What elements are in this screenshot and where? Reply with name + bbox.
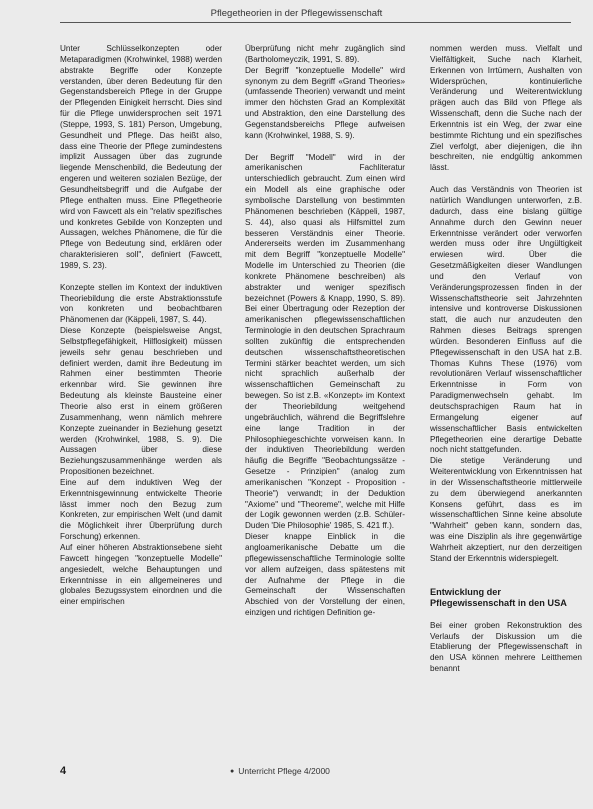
page-number: 4 — [60, 765, 67, 777]
text-column-3 — [430, 44, 582, 762]
section-heading-line: Pflegewissenschaft in den USA — [430, 598, 567, 609]
paragraph: Konzepte stellen im Kontext der induktiven Theoriebildung die erste Abstraktionsstufe von konkreten und beobachtbaren Phänomenen dar (Käppeli, 1987, S. 44). — [60, 282, 222, 325]
paragraph: Auf einer höheren Abstraktionsebene sieht Fawcett hingegen "konzeptuelle Modelle" angesiedelt, welche Behauptungen und Erkenntnisse in ein allgemeineres und globales Bezugssystem einordnen und die einer empirischen — [60, 542, 222, 607]
footer — [230, 766, 330, 776]
paragraph: Auch das Verständnis von Theorien ist natürlich Wandlungen unterworfen, z.B. dadurch, dass eine bislang gültige Annahme durch den Gewinn neuer Erkenntnisse verändert oder verworfen werden muss oder ihre Ungültigkeit erwiesen wird. Über die Gesetzmäßigkeiten dieser Wandlungen und den Verlauf von Veränderungsprozessen finden in der Wissenschaftstheorie seit Jahrzehnten intensive und kontroverse Diskussionen statt, die auch nur anzudeuten den Rahmen dieses Beitrags sprengen würden. Besonderen Einfluss auf die Pflegewissenschaft in den USA hat z.B. Thomas Kuhns These (1976) vom revolutionären Verlauf wissenschaftlicher Erkenntnisse in Form von Paradigmenwechseln gehabt. Im deutschsprachigen Raum hat in Ermangelung eigener auf wissenschaftlicher Basis entwickelten Pflegetheorien eine derartige Debatte noch nicht stattgefunden. — [430, 185, 582, 455]
header-rule — [60, 22, 571, 23]
section-heading — [430, 587, 582, 610]
paragraph: Bei einer groben Rekonstruktion des Verlaufs der Diskussion um die Etablierung der Pflegewissenschaft in den USA können mehrere Leitthemen benannt — [430, 620, 582, 674]
paragraph: Überprüfung nicht mehr zugänglich sind (Bartholomeyczik, 1991, S. 89). — [245, 44, 405, 64]
paragraph: Diese Konzepte (beispielsweise Angst, Selbstpflegefähigkeit, Hilflosigkeit) müssen jeweils sehr genau beschrieben und definiert werden, damit ihre Bedeutung im Rahmen einer bestimmten Theorie erkennbar wird. Sie gewinnen ihre Bedeutung als kleinste Bausteine einer Theorie also erst in einem größeren Zusammenhang, wenn nämlich mehrere Konzepte zueinander in Beziehung gesetzt werden (Krohwinkel, 1988, S. 9). Die Aussagen über diese Beziehungszusammenhänge werden als Propositionen bezeichnet. — [60, 326, 222, 477]
text-column-2 — [245, 44, 405, 762]
bullet-icon: ● — [230, 768, 235, 775]
paragraph: Dieser knappe Einblick in die angloamerikanische Debatte um die pflegewissenschaftliche Terminologie sollte vor allem aufzeigen, dass spätestens mit der Aufnahme der Pflege in die Gemeinschaft der Wissenschaften Abschied von der Vorstellung der einen, einzigen und richtigen Definition ge- — [245, 532, 405, 618]
paragraph: Der Begriff "Modell" wird in der amerikanischen Fachliteratur unterschiedlich gebraucht. Zum einen wird ein Modell als eine graphische oder symbolische Darstellung von bestimmten Phänomenen beschrieben (Käppeli, 1987, S. 44), also quasi als Hilfsmittel zum besseren Verständnis einer Theorie. Andererseits werden im Zusammenhang mit dem Begriff "konzeptuelle Modelle" Modelle im Unterschied zu Theorien (die konkrete Phänomene beschreiben) als abstrakter und weniger spezifisch bezeichnet (Powers & Knapp, 1990, S. 89). Bei einer Übertragung oder Rezeption der amerikanischen pflegewissenschaftlichen Terminologie in den deutschen Sprachraum sollten zukünftig die entsprechenden deutschen wissenschaftstheoretischen Termini stärker beachtet werden, um sich nicht sprachlich außerhalb der wissenschaftlichen Gemeinschaft zu bewegen. So ist z.B. «Konzept» im Kontext der Theoriebildung weitgehend ungebräuchlich, während die Begriffslehre eine lange Tradition in der Philosophiegeschichte vorweisen kann. In der induktiven Theoriebildung werden häufig die Begriffe "Beobachtungssätze - Gesetze - Prinzipien" (analog zum amerikanischen "Konzept - Proposition - Theorie") verwandt; in der Deduktion "Axiome" und "Theoreme", welche mit Hilfe der Logik gewonnen werden (z.B. Schüler-Duden 'Die Philosophie' 1985, S. 421 ff.). — [245, 152, 405, 531]
paragraph: Unter Schlüsselkonzepten oder Metaparadigmen (Krohwinkel, 1988) werden abstrakte Begriffe oder Konzepte verstanden, über deren Bedeutung für den Gegenstandsbereich Pflege in der Gruppe der Pflegenden Einigkeit herrscht. Dies sind für die Pflege unwidersprochen seit 1971 (Steppe, 1993, S. 181) Person, Umgebung, Gesundheit und Pflege. Das heißt also, dass eine Theorie der Pflege zumindestens implizit Aussagen über das zugrunde liegende Menschenbild, die Bedeutung der engeren und weiteren sozialen Bezüge, der Gesundheitsbegriff und die Aufgabe der Pflege enthalten muss. Eine Pflegetheorie wird von Fawcett als ein "relativ spezifisches und konkretes Gebilde von Konzepten und Aussagen, welches Phänomene, die für die Pflege von Bedeutung sind, erklären oder charakterisieren soll", definiert (Fawcett, 1989, S. 23). — [60, 44, 222, 270]
paragraph: nommen werden muss. Vielfalt und Vielfältigkeit, Suche nach Klarheit, Erkennen von Irrtümern, Aushalten von Widersprüchen, kontinuierliche Veränderung und Weiterentwicklung prägen auch das Bild von Pflege als Wissenschaft, denn die Suche nach der Erkenntnis ist ein Weg, der zwar eine bestimmte Richtung und ein spezifisches Ziel verfolgt, aber diejenigen, die ihn beschreiten, nie endgültig ankommen lässt. — [430, 44, 582, 173]
section-heading-line: Entwicklung der — [430, 586, 501, 597]
paragraph: Eine auf dem induktiven Weg der Erkenntnisgewinnung entwickelte Theorie lässt immer noch den Bezug zum Konkreten, zur empirischen Welt (und damit die Möglichkeit ihrer Überprüfung durch Forschung) erkennen. — [60, 477, 222, 542]
paragraph: Der Begriff "konzeptuelle Modelle" wird synonym zu dem Begriff «Grand Theories» (umfassende Theorien) verwandt und meint immer den höchsten Grad an Komplexität und Abstraktion, den eine Darstellung des Gegenstandsbereichs Pflege aufweisen kann (Krohwinkel, 1988, S. 9). — [245, 65, 405, 140]
paragraph: Die stetige Veränderung und Weiterentwicklung von Erkenntnissen hat in der Wissenschaftstheorie mittlerweile zu dem überwiegend anerkannten Konsens geführt, dass es im wissenschaftlichen Sinne keine absolute "Wahrheit" geben kann, sondern das, was eine Disziplin als ihre gegenwärtige Wahrheit akzeptiert, nur den derzeitigen Stand der Erkenntnis widerspiegelt. — [430, 456, 582, 563]
running-header: Pflegetheorien in der Pflegewissenschaft — [210, 8, 383, 19]
text-column-1 — [60, 44, 222, 762]
journal-name: Unterricht Pflege 4/2000 — [238, 766, 330, 776]
